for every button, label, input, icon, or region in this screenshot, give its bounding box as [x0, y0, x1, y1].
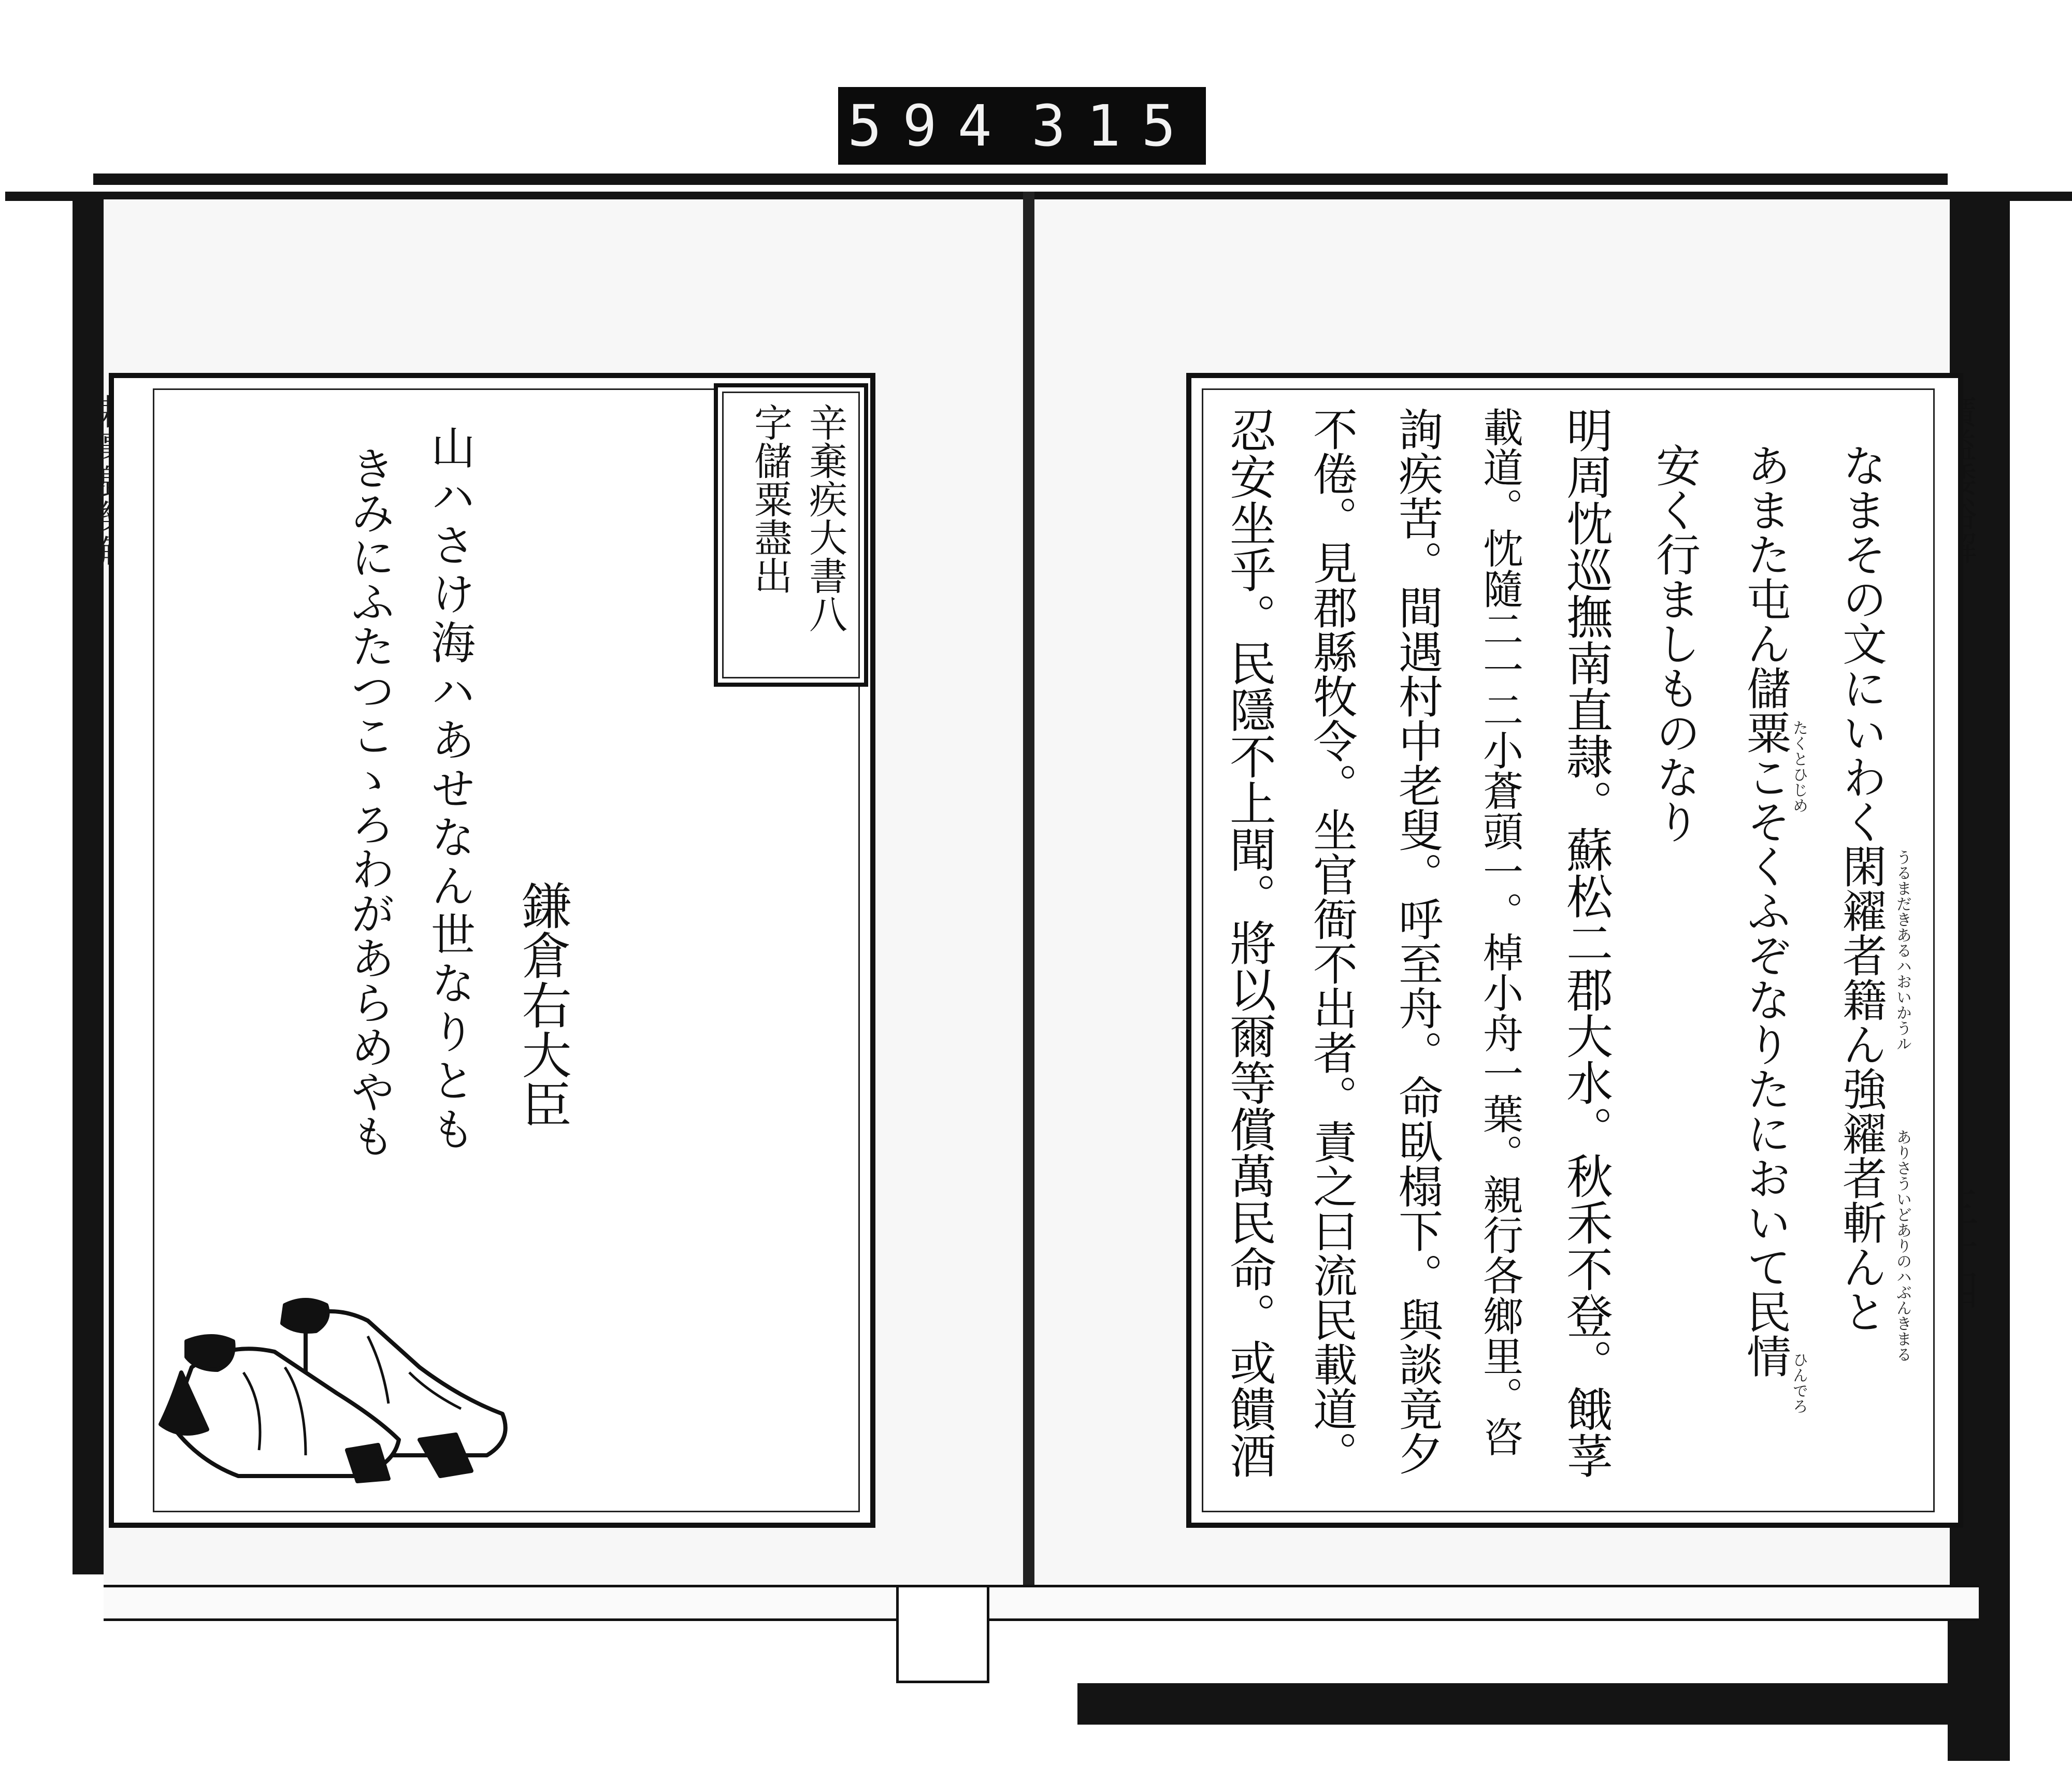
book-top-edge	[93, 173, 1948, 185]
bottom-page-stack	[104, 1585, 1979, 1621]
ruby-gloss-3: たくとひじめ	[1790, 720, 1808, 813]
poem-line-2: きみにふたつこゝろわがあらめやも	[343, 445, 395, 1158]
kanbun-line-4: 不倦。見郡縣牧令。坐官衙不出者。責之曰流民載道。	[1305, 407, 1357, 1476]
ruby-gloss-1: うるまだきあるハおいかうル	[1893, 849, 1911, 1051]
catalog-number-left: 594	[847, 93, 1013, 159]
kanbun-line-2: 載道。忱隨二一二小蒼頭一。棹小舟一葉。親行各鄉里。咨	[1476, 407, 1523, 1457]
kanbun-line-1: 明周忱巡撫南直隷。蘇松二郡大水。秋禾不登。餓莩	[1558, 407, 1613, 1479]
kanbun-line-3: 詢疾苦。間遇村中老叟。呼至舟。命臥榻下。與談竟夕	[1391, 407, 1443, 1476]
poem-author: 鎌倉右大臣	[514, 880, 572, 1129]
title-box	[714, 383, 868, 687]
title-line-2: 字儲粟盡出	[748, 403, 793, 595]
poem-line-1: 山ハさけ海ハあせなん世なりとも	[423, 425, 475, 1155]
kana-line-2: あまた屯ん儲粟こそくふぞなりたにおいて民情	[1739, 443, 1791, 1378]
kneeling-figures-illustration	[150, 1284, 523, 1492]
catalog-number-right: 315	[1031, 93, 1197, 159]
bottom-shadow	[1077, 1683, 2010, 1725]
ruby-gloss-2: ありさういどありのハぶんきまる	[1893, 1129, 1911, 1362]
catalog-label	[838, 87, 1206, 165]
kanbun-line-5: 忍安坐乎。民隱不上聞。將以爾等償萬民命。或饋酒	[1221, 407, 1276, 1479]
ruby-gloss-4: ひんでろ	[1790, 1352, 1808, 1414]
gutter	[1023, 192, 1034, 1590]
spine-tab	[896, 1585, 989, 1683]
kana-line-3: 安く行ましものなり	[1648, 443, 1700, 844]
title-line-1: 辛棄疾大書八	[803, 403, 847, 633]
kana-line-1: なまその文にいわく閑糴者籍ん強糴者斬んと	[1835, 443, 1887, 1334]
